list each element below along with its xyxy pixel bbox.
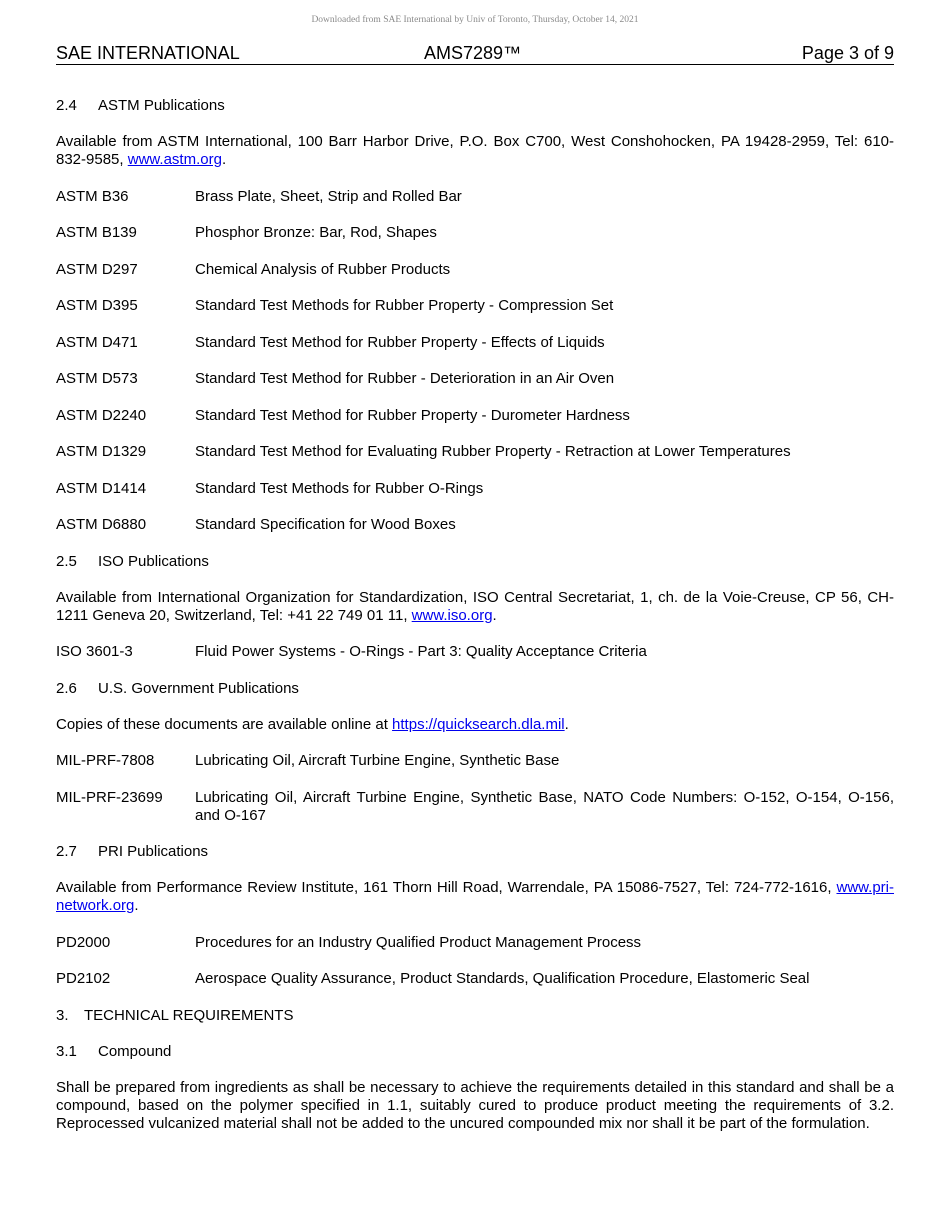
- intro-text: Available from International Organization for Standardization, ISO Central Secretariat, 1, ch. de la Voie-Creuse, CP 56, CH-1211 Geneva 20, Switzerland, Tel: +41 22 749 01 11,: [56, 588, 894, 624]
- section-2-7-intro: Available from Performance Review Institute, 161 Thorn Hill Road, Warrendale, PA 15086-7527, Tel: 724-772-1616, www.pri-network.org.: [56, 879, 894, 914]
- reference-item: [56, 643, 894, 661]
- reference-title: Aerospace Quality Assurance, Product Standards, Qualification Procedure, Elastomeric Seal: [195, 970, 810, 987]
- reference-title: Standard Test Methods for Rubber Property - Compression Set: [195, 297, 614, 314]
- section-number: 3.: [56, 1006, 69, 1024]
- dla-quicksearch-link[interactable]: https://quicksearch.dla.mil: [392, 715, 565, 733]
- reference-code: ASTM B36: [56, 187, 129, 205]
- reference-item: [56, 188, 894, 206]
- section-2-6-intro: Copies of these documents are available online at https://quicksearch.dla.mil.: [56, 715, 569, 733]
- section-2-7-heading: [56, 843, 894, 861]
- section-title: TECHNICAL REQUIREMENTS: [84, 1006, 294, 1024]
- reference-title: Lubricating Oil, Aircraft Turbine Engine, Synthetic Base: [195, 752, 560, 769]
- section-2-4-heading: [56, 97, 894, 115]
- section-number: 2.4: [56, 97, 77, 114]
- reference-title: Standard Test Methods for Rubber O-Rings: [195, 479, 484, 497]
- reference-item: [56, 370, 894, 388]
- reference-code: ASTM D573: [56, 370, 138, 387]
- reference-code: ASTM D471: [56, 333, 138, 351]
- reference-item: [56, 752, 894, 770]
- iso-website-link[interactable]: www.iso.org: [411, 606, 493, 624]
- section-title: U.S. Government Publications: [98, 679, 299, 697]
- reference-item: [56, 443, 894, 461]
- reference-code: MIL-PRF-23699: [56, 788, 163, 806]
- reference-title: Brass Plate, Sheet, Strip and Rolled Bar: [195, 187, 462, 205]
- section-2-5-heading: [56, 553, 894, 571]
- section-number: 3.1: [56, 1042, 77, 1060]
- reference-item: [56, 334, 894, 352]
- intro-text: Available from Performance Review Institute, 161 Thorn Hill Road, Warrendale, PA 15086-7527, Tel: 724-772-1616,: [56, 879, 837, 896]
- reference-item: [56, 934, 894, 952]
- page-header: [56, 43, 894, 65]
- reference-item: [56, 407, 894, 425]
- reference-item: [56, 789, 894, 825]
- reference-title: Chemical Analysis of Rubber Products: [195, 260, 451, 278]
- reference-item: [56, 480, 894, 498]
- reference-code: ISO 3601-3: [56, 643, 133, 660]
- reference-item: [56, 516, 894, 534]
- reference-code: ASTM D1329: [56, 443, 147, 460]
- document-body: [56, 97, 894, 1151]
- section-3-heading: [56, 1007, 894, 1025]
- reference-item: [56, 297, 894, 315]
- reference-code: ASTM D1414: [56, 479, 147, 497]
- reference-title: Standard Specification for Wood Boxes: [195, 516, 456, 533]
- reference-item: [56, 970, 894, 988]
- reference-title: Lubricating Oil, Aircraft Turbine Engine, Synthetic Base, NATO Code Numbers: O-152, O-154, O-156, and O-167: [195, 788, 894, 824]
- reference-title: Phosphor Bronze: Bar, Rod, Shapes: [195, 224, 437, 241]
- download-watermark: Downloaded from SAE International by Univ of Toronto, Thursday, October 14, 2021: [311, 15, 639, 25]
- reference-title: Standard Test Method for Rubber - Deterioration in an Air Oven: [195, 370, 615, 387]
- astm-website-link[interactable]: www.astm.org: [127, 151, 222, 168]
- header-publisher: SAE INTERNATIONAL: [56, 43, 240, 63]
- section-number: 2.5: [56, 552, 77, 570]
- header-document-number: AMS7289™: [424, 43, 522, 63]
- intro-text: Available from ASTM International, 100 Barr Harbor Drive, P.O. Box C700, West Conshohocken, PA 19428-2959, Tel: 610-832-9585,: [56, 133, 894, 168]
- reference-item: [56, 224, 894, 242]
- section-title: PRI Publications: [98, 843, 209, 860]
- reference-code: ASTM D395: [56, 297, 138, 314]
- section-2-5-intro: Available from International Organization for Standardization, ISO Central Secretariat, 1, ch. de la Voie-Creuse, CP 56, CH-1211 Geneva 20, Switzerland, Tel: +41 22 749 01 11, www.iso.org.: [56, 588, 894, 624]
- reference-title: Procedures for an Industry Qualified Product Management Process: [195, 933, 642, 951]
- reference-code: PD2102: [56, 970, 111, 987]
- reference-code: ASTM B139: [56, 224, 137, 241]
- pri-website-link[interactable]: www.pri-network.org: [56, 879, 894, 914]
- section-title: ASTM Publications: [98, 97, 225, 114]
- reference-title: Standard Test Method for Evaluating Rubber Property - Retraction at Lower Temperatures: [195, 443, 791, 460]
- reference-code: ASTM D6880: [56, 516, 147, 533]
- section-3-1-heading: [56, 1043, 894, 1061]
- section-title: Compound: [98, 1042, 172, 1060]
- intro-text: Copies of these documents are available online at: [56, 715, 393, 733]
- reference-code: ASTM D2240: [56, 406, 147, 424]
- section-3-1-body: Shall be prepared from ingredients as shall be necessary to achieve the requirements detailed in this standard and shall be a compound, based on the polymer specified in 1.1, suitably cured to produce product meeting the requirements of 3.2. Reprocessed vulcanized material shall not be added to the uncured compounded mix nor shall it be part of the formulation.: [56, 1078, 894, 1132]
- section-2-4-intro: Available from ASTM International, 100 Barr Harbor Drive, P.O. Box C700, West Conshohocken, PA 19428-2959, Tel: 610-832-9585, www.astm.org.: [56, 133, 894, 168]
- reference-code: PD2000: [56, 933, 111, 951]
- section-title: ISO Publications: [98, 552, 209, 570]
- section-2-6-heading: [56, 680, 894, 698]
- section-number: 2.7: [56, 843, 77, 860]
- reference-title: Standard Test Method for Rubber Property - Effects of Liquids: [195, 333, 605, 351]
- section-number: 2.6: [56, 679, 77, 697]
- header-page-number: Page 3 of 9: [801, 43, 894, 63]
- reference-title: Standard Test Method for Rubber Property - Durometer Hardness: [195, 406, 630, 424]
- reference-code: MIL-PRF-7808: [56, 752, 155, 769]
- reference-item: [56, 261, 894, 279]
- reference-code: ASTM D297: [56, 260, 138, 278]
- reference-title: Fluid Power Systems - O-Rings - Part 3: Quality Acceptance Criteria: [195, 643, 647, 660]
